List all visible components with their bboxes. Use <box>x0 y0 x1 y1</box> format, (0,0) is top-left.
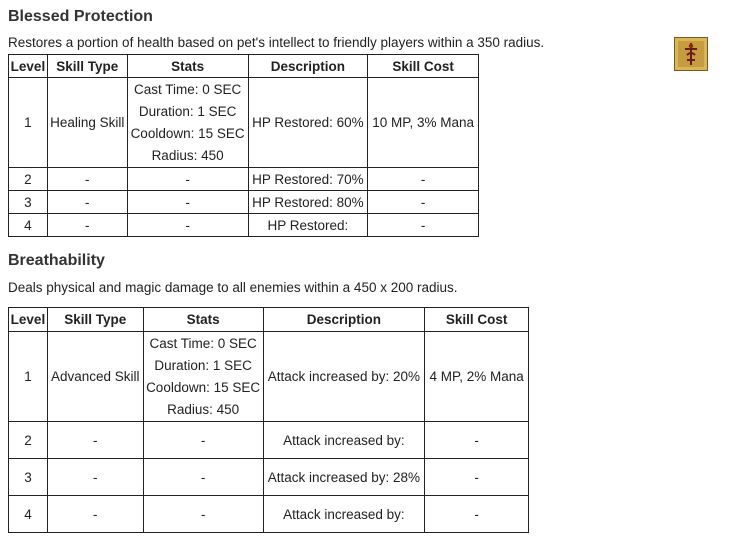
cell-skill-type: - <box>47 422 143 459</box>
table-row <box>9 422 529 459</box>
cell-skill-type: - <box>47 459 143 496</box>
skill-icon <box>674 37 708 71</box>
cell-skill-cost: - <box>368 168 479 191</box>
cell-description: HP Restored: <box>248 214 368 237</box>
stat-cast-time: Cast Time: 0 SEC <box>133 81 242 97</box>
cell-stats: - <box>127 214 248 237</box>
cell-stats: - <box>127 168 248 191</box>
skill-table-breathability <box>8 307 529 533</box>
stat-radius: Radius: 450 <box>151 147 224 163</box>
table-row <box>9 214 479 237</box>
header-stats: Stats <box>143 308 263 332</box>
stat-radius: Radius: 450 <box>167 401 240 417</box>
cell-description: Attack increased by: 28% <box>263 459 425 496</box>
cell-stats <box>143 332 263 422</box>
cell-description: Attack increased by: <box>263 422 425 459</box>
header-skill-cost: Skill Cost <box>368 55 479 78</box>
cell-stats: - <box>143 422 263 459</box>
stat-cast-time: Cast Time: 0 SEC <box>149 335 257 351</box>
cell-level: 1 <box>9 332 48 422</box>
skill-title: Blessed Protection <box>8 8 153 25</box>
cell-skill-cost: 4 MP, 2% Mana <box>425 332 529 422</box>
skill-description: Restores a portion of health based on pet's intellect to friendly players within a 350 radius. <box>8 35 545 50</box>
header-description: Description <box>263 308 425 332</box>
cell-level: 3 <box>9 459 48 496</box>
cell-skill-cost: - <box>425 422 529 459</box>
cell-description: Attack increased by: 20% <box>263 332 425 422</box>
cell-level: 3 <box>9 191 48 214</box>
cell-description: Attack increased by: <box>263 496 425 533</box>
header-skill-type: Skill Type <box>47 55 127 78</box>
cell-skill-cost: - <box>368 214 479 237</box>
cell-stats: - <box>143 496 263 533</box>
cell-level: 1 <box>9 78 48 168</box>
skill-description-block <box>8 35 544 50</box>
skill-description: Deals physical and magic damage to all enemies within a 450 x 200 radius. <box>8 280 458 295</box>
table-header-row <box>9 55 479 78</box>
section-breathability <box>8 252 105 270</box>
header-skill-cost: Skill Cost <box>425 308 529 332</box>
header-level: Level <box>9 308 48 332</box>
table-row <box>9 78 479 168</box>
cell-skill-cost: - <box>425 459 529 496</box>
cell-skill-type: - <box>47 496 143 533</box>
cell-stats: - <box>143 459 263 496</box>
stat-cooldown: Cooldown: 15 SEC <box>146 379 261 395</box>
cell-level: 4 <box>9 214 48 237</box>
cell-level: 2 <box>9 422 48 459</box>
cell-skill-cost: 10 MP, 3% Mana <box>368 78 479 168</box>
header-description: Description <box>248 55 368 78</box>
table-row <box>9 332 529 422</box>
table-row <box>9 191 479 214</box>
skill-description-block <box>8 280 458 295</box>
cell-skill-type: - <box>47 168 127 191</box>
cell-skill-cost: - <box>425 496 529 533</box>
cell-stats: - <box>127 191 248 214</box>
header-skill-type: Skill Type <box>47 308 143 332</box>
cell-level: 4 <box>9 496 48 533</box>
skill-title: Breathability <box>8 252 105 269</box>
cell-skill-cost: - <box>368 191 479 214</box>
table-row <box>9 496 529 533</box>
cell-description: HP Restored: 60% <box>248 78 368 168</box>
stat-duration: Duration: 1 SEC <box>138 103 237 119</box>
header-level: Level <box>9 55 48 78</box>
table-row <box>9 168 479 191</box>
header-stats: Stats <box>127 55 248 78</box>
cell-stats <box>127 78 248 168</box>
cell-skill-type: Advanced Skill <box>47 332 143 422</box>
cell-description: HP Restored: 70% <box>248 168 368 191</box>
cell-skill-type: Healing Skill <box>47 78 127 168</box>
table-header-row <box>9 308 529 332</box>
cell-skill-type: - <box>47 214 127 237</box>
section-blessed-protection <box>8 8 153 26</box>
stat-cooldown: Cooldown: 15 SEC <box>130 125 245 141</box>
cell-skill-type: - <box>47 191 127 214</box>
cell-level: 2 <box>9 168 48 191</box>
stat-duration: Duration: 1 SEC <box>154 357 252 373</box>
table-row <box>9 459 529 496</box>
cell-description: HP Restored: 80% <box>248 191 368 214</box>
skill-table-blessed-protection <box>8 54 479 237</box>
